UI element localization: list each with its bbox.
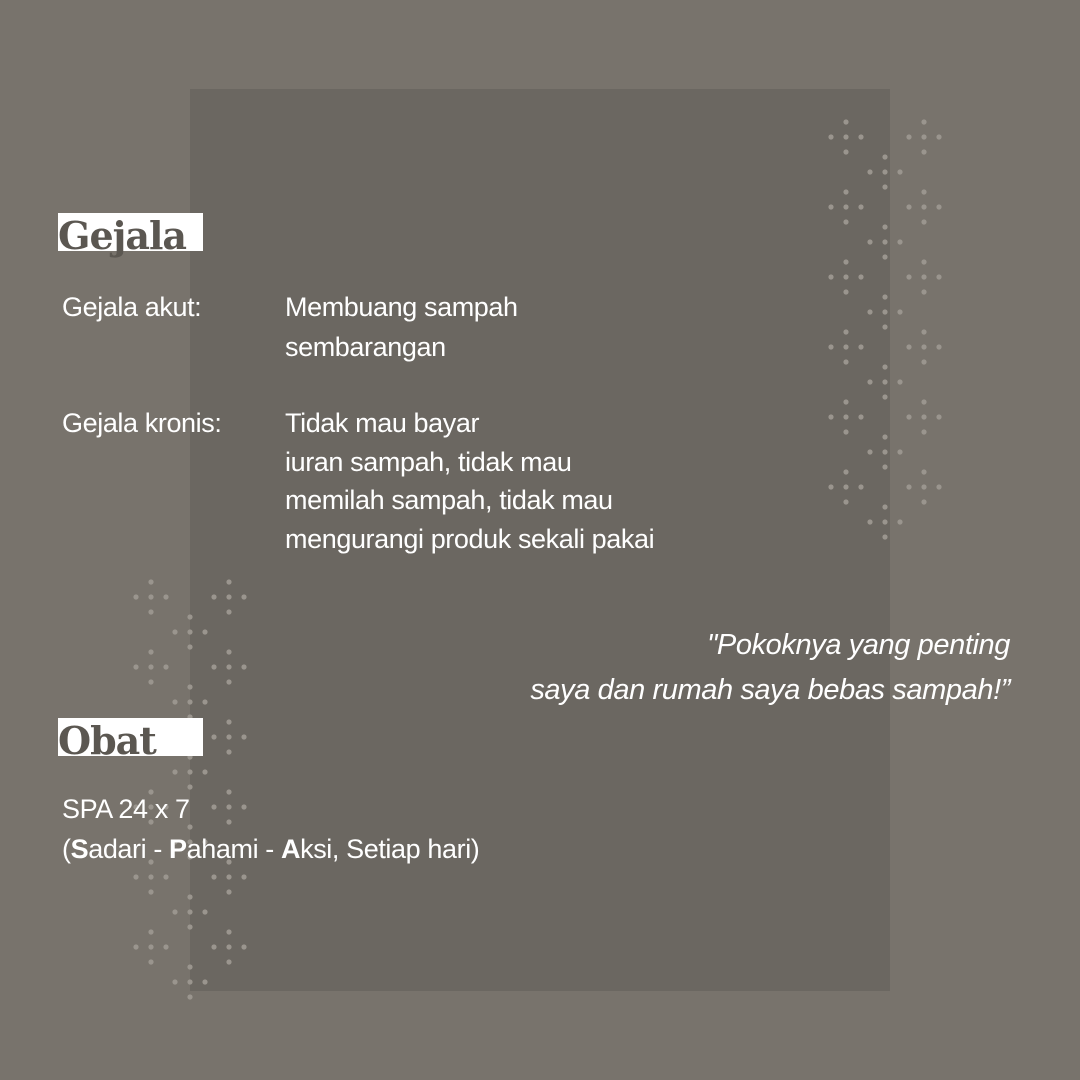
dot xyxy=(187,994,192,999)
dot xyxy=(882,324,887,329)
dot xyxy=(921,329,926,334)
dot xyxy=(148,594,153,599)
dot xyxy=(843,399,848,404)
dot xyxy=(187,644,192,649)
dot xyxy=(867,169,872,174)
symptom-chronic-line-3: memilah sampah, tidak mau xyxy=(285,485,613,515)
dot xyxy=(241,594,246,599)
dot xyxy=(226,929,231,934)
symptom-acute-line-2: sembarangan xyxy=(285,332,446,362)
dot xyxy=(843,344,848,349)
dot xyxy=(882,239,887,244)
dot xyxy=(936,274,941,279)
dot xyxy=(882,184,887,189)
dot xyxy=(921,204,926,209)
dot xyxy=(921,399,926,404)
dot xyxy=(202,629,207,634)
dot xyxy=(858,134,863,139)
dot xyxy=(172,979,177,984)
dot xyxy=(843,484,848,489)
dot xyxy=(148,959,153,964)
dot xyxy=(906,344,911,349)
dot xyxy=(172,629,177,634)
dot xyxy=(858,204,863,209)
dot xyxy=(187,979,192,984)
dot xyxy=(226,889,231,894)
dot xyxy=(828,344,833,349)
dot xyxy=(843,149,848,154)
dot xyxy=(936,414,941,419)
dot xyxy=(843,204,848,209)
dot xyxy=(882,364,887,369)
dot xyxy=(882,169,887,174)
dot xyxy=(226,874,231,879)
dot xyxy=(882,534,887,539)
dot xyxy=(187,964,192,969)
dot xyxy=(906,484,911,489)
dot xyxy=(921,259,926,264)
dot xyxy=(828,484,833,489)
dot xyxy=(226,734,231,739)
dot xyxy=(226,649,231,654)
dot xyxy=(843,119,848,124)
dot xyxy=(897,379,902,384)
dot xyxy=(148,664,153,669)
dot xyxy=(867,379,872,384)
dot xyxy=(882,464,887,469)
dot xyxy=(936,484,941,489)
dot xyxy=(226,719,231,724)
remedy-initial-s: S xyxy=(70,834,89,864)
dot xyxy=(867,519,872,524)
dot xyxy=(226,804,231,809)
dot xyxy=(226,959,231,964)
dot xyxy=(843,414,848,419)
dot xyxy=(921,499,926,504)
remedy-line-2 xyxy=(62,830,479,868)
dot xyxy=(172,909,177,914)
dot xyxy=(163,874,168,879)
dot xyxy=(241,944,246,949)
dot-pattern-bottom-left xyxy=(125,575,255,975)
symptom-chronic-line-2: iuran sampah, tidak mau xyxy=(285,447,572,477)
dot xyxy=(828,414,833,419)
dot xyxy=(828,274,833,279)
dot xyxy=(867,309,872,314)
dot xyxy=(843,134,848,139)
dot xyxy=(843,274,848,279)
dot xyxy=(187,784,192,789)
dot xyxy=(843,289,848,294)
dot xyxy=(843,329,848,334)
dot xyxy=(148,889,153,894)
dot xyxy=(882,434,887,439)
dot xyxy=(226,664,231,669)
dot xyxy=(187,894,192,899)
remedy-paren-open: ( xyxy=(62,834,71,864)
dot xyxy=(172,769,177,774)
dot xyxy=(202,979,207,984)
dot xyxy=(148,874,153,879)
dot xyxy=(921,149,926,154)
dot xyxy=(187,769,192,774)
dot xyxy=(148,649,153,654)
dot xyxy=(921,289,926,294)
dot xyxy=(882,254,887,259)
dot xyxy=(241,664,246,669)
dot xyxy=(843,219,848,224)
dot xyxy=(211,734,216,739)
dot xyxy=(921,274,926,279)
gejala-heading xyxy=(58,213,203,258)
dot xyxy=(148,944,153,949)
dot xyxy=(921,414,926,419)
dot xyxy=(867,239,872,244)
dot xyxy=(843,189,848,194)
symptom-chronic-line-1: Tidak mau bayar xyxy=(285,408,480,438)
remedy-initial-p: P xyxy=(169,834,187,864)
dot xyxy=(867,449,872,454)
dot xyxy=(882,379,887,384)
dot xyxy=(882,294,887,299)
dot xyxy=(843,359,848,364)
remedy-word-pahami: ahami - xyxy=(186,834,281,864)
dot xyxy=(211,804,216,809)
dot xyxy=(936,204,941,209)
dot xyxy=(906,414,911,419)
dot xyxy=(882,449,887,454)
dot xyxy=(906,134,911,139)
dot xyxy=(187,684,192,689)
dot xyxy=(906,274,911,279)
quote-line-2: saya dan rumah saya bebas sampah!” xyxy=(530,674,1010,706)
dot xyxy=(906,204,911,209)
dot xyxy=(921,429,926,434)
dot xyxy=(163,594,168,599)
dot xyxy=(226,789,231,794)
dot xyxy=(897,519,902,524)
dot xyxy=(187,909,192,914)
dot xyxy=(897,449,902,454)
dot xyxy=(187,699,192,704)
dot xyxy=(187,629,192,634)
remedy-line-1: SPA 24 x 7 xyxy=(62,794,190,824)
dot xyxy=(882,154,887,159)
dot xyxy=(148,929,153,934)
dot xyxy=(211,664,216,669)
dot xyxy=(897,239,902,244)
dot xyxy=(921,484,926,489)
dot xyxy=(187,924,192,929)
dot xyxy=(133,874,138,879)
dot xyxy=(211,944,216,949)
symptom-chronic-line-4: mengurangi produk sekali pakai xyxy=(285,524,655,554)
obat-heading-text: Obat xyxy=(58,718,156,763)
dot xyxy=(226,944,231,949)
dot xyxy=(226,749,231,754)
dot-pattern-top-right xyxy=(820,115,950,525)
dot xyxy=(226,609,231,614)
dot xyxy=(882,519,887,524)
dot xyxy=(133,594,138,599)
dot xyxy=(226,579,231,584)
dot xyxy=(133,944,138,949)
remedy-word-sadari: adari - xyxy=(88,834,170,864)
dot xyxy=(828,134,833,139)
symptom-acute-line-1: Membuang sampah xyxy=(285,292,518,322)
dot xyxy=(226,594,231,599)
remedy-word-aksi: ksi, Setiap hari) xyxy=(300,834,480,864)
dot xyxy=(163,664,168,669)
dot xyxy=(241,874,246,879)
dot xyxy=(858,484,863,489)
dot xyxy=(921,134,926,139)
symptom-acute-label: Gejala akut: xyxy=(62,292,202,322)
dot xyxy=(202,699,207,704)
dot xyxy=(858,414,863,419)
dot xyxy=(843,499,848,504)
dot xyxy=(858,274,863,279)
dot xyxy=(187,614,192,619)
dot xyxy=(843,469,848,474)
dot xyxy=(897,309,902,314)
dot xyxy=(921,359,926,364)
dot xyxy=(226,819,231,824)
dot xyxy=(921,219,926,224)
dot xyxy=(843,259,848,264)
dot xyxy=(858,344,863,349)
dot xyxy=(241,734,246,739)
dot xyxy=(241,804,246,809)
dot xyxy=(133,664,138,669)
dot xyxy=(921,469,926,474)
symptom-chronic-label: Gejala kronis: xyxy=(62,408,222,438)
dot xyxy=(148,579,153,584)
dot xyxy=(936,134,941,139)
dot xyxy=(148,679,153,684)
dot xyxy=(936,344,941,349)
quote-line-1: "Pokoknya yang penting xyxy=(707,629,1010,661)
dot xyxy=(226,679,231,684)
dot xyxy=(828,204,833,209)
dot xyxy=(897,169,902,174)
dot xyxy=(921,344,926,349)
dot xyxy=(882,309,887,314)
dot xyxy=(163,944,168,949)
dot xyxy=(882,394,887,399)
dot xyxy=(882,224,887,229)
dot xyxy=(921,189,926,194)
dot xyxy=(202,769,207,774)
dot xyxy=(202,909,207,914)
dot xyxy=(211,594,216,599)
dot xyxy=(148,609,153,614)
dot xyxy=(172,699,177,704)
gejala-heading-text: Gejala xyxy=(58,213,187,258)
remedy-initial-a: A xyxy=(281,834,301,864)
obat-heading xyxy=(58,718,203,763)
dot xyxy=(211,874,216,879)
dot xyxy=(882,504,887,509)
dot xyxy=(843,429,848,434)
dot xyxy=(921,119,926,124)
